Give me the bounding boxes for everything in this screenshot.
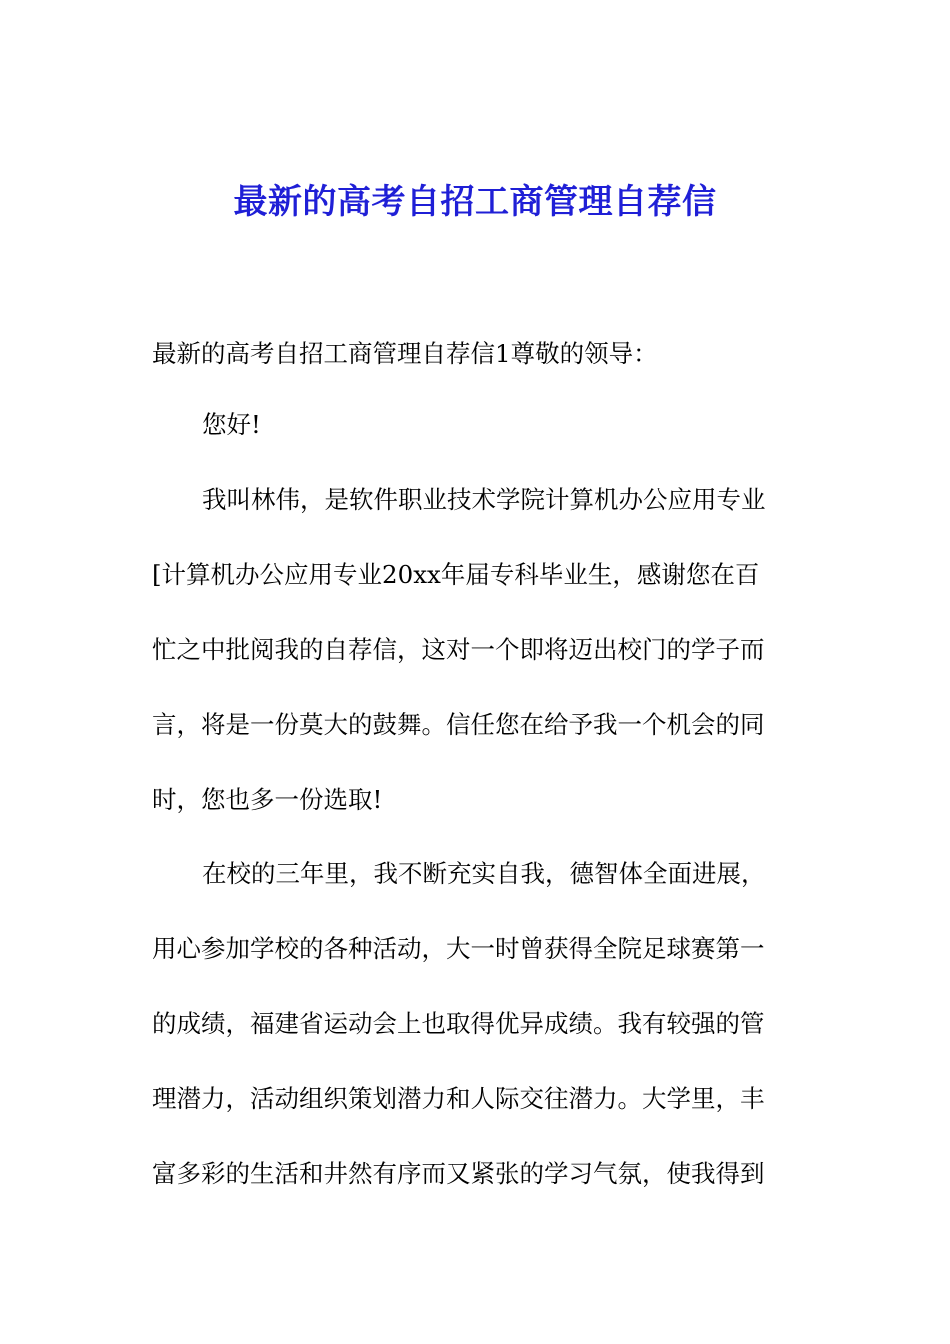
body-line: 富多彩的生活和井然有序而又紧张的学习气氛，使我得到 xyxy=(152,1159,765,1188)
body-line: 用心参加学校的各种活动，大一时曾获得全院足球赛第一 xyxy=(152,934,765,963)
body-line: [计算机办公应用专业20xx年届专科毕业生，感谢您在百 xyxy=(152,560,760,589)
body-line: 时，您也多一份选取! xyxy=(152,785,383,814)
body-line: 我叫林伟，是软件职业技术学院计算机办公应用专业 xyxy=(202,485,766,514)
body-line: 的成绩，福建省运动会上也取得优异成绩。我有较强的管 xyxy=(152,1009,765,1038)
body-line: 言，将是一份莫大的鼓舞。信任您在给予我一个机会的同 xyxy=(152,710,765,739)
body-line: 理潜力，活动组织策划潜力和人际交往潜力。大学里，丰 xyxy=(152,1084,765,1113)
document-title: 最新的高考自招工商管理自荐信 xyxy=(233,182,717,222)
salutation-line: 最新的高考自招工商管理自荐信1尊敬的领导： xyxy=(152,339,658,368)
body-line: 忙之中批阅我的自荐信，这对一个即将迈出校门的学子而 xyxy=(152,635,765,664)
greeting-line: 您好! xyxy=(202,410,261,439)
body-line: 在校的三年里，我不断充实自我，德智体全面进展， xyxy=(202,859,766,888)
